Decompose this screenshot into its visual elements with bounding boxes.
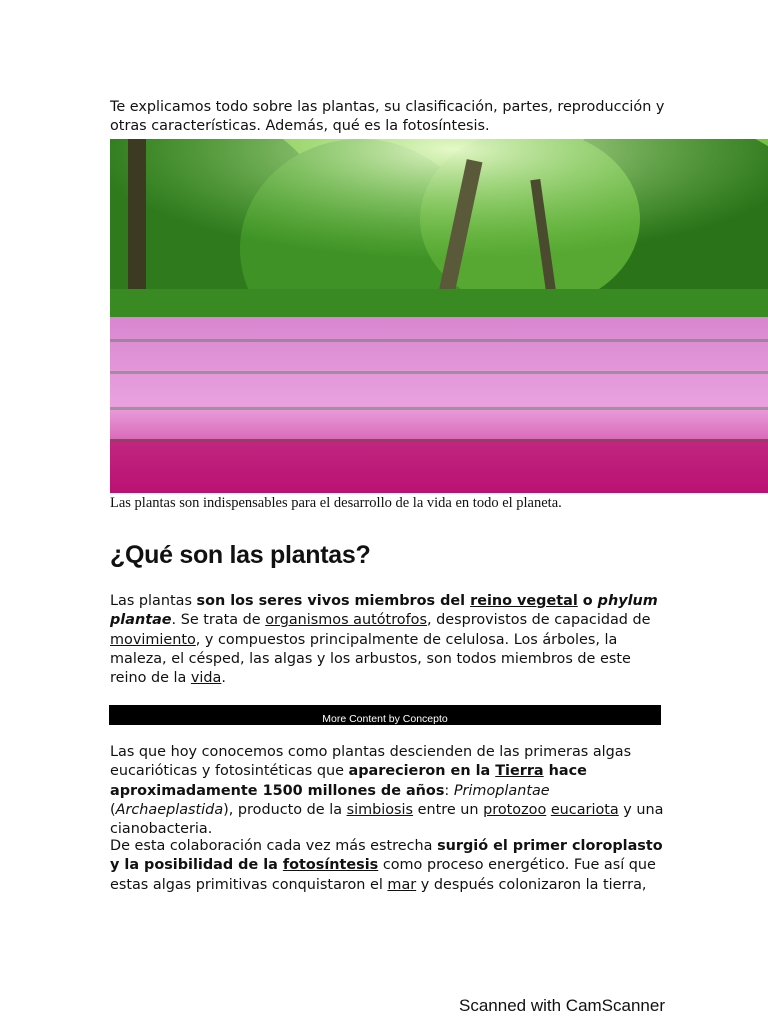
link-eucariota[interactable]: eucariota (550, 801, 619, 818)
bold-text: surgió el primer cloroplasto y la posibilidad de la (110, 838, 663, 874)
text-span: Las plantas (110, 593, 197, 609)
bold-text: hace aproximadamente 1500 millones de años (110, 763, 587, 799)
text-span: y después colonizaron la tierra, (416, 876, 647, 893)
italic-text: Primoplantae (453, 782, 550, 799)
text-span: y una cianobacteria. (110, 801, 664, 838)
image-caption: Las plantas son indispensables para el desarrollo de la vida en todo el planeta. (110, 495, 562, 511)
text-span: , y compuestos principalmente de celulosa. Los árboles, la maleza, el césped, las algas y los arbustos, son todos miembros de este reino de la (110, 631, 631, 687)
link-tierra[interactable]: Tierra (495, 763, 544, 780)
bold-text: aparecieron en la (348, 763, 496, 780)
text-span: ), producto de la (223, 801, 347, 818)
link-simbiosis[interactable]: simbiosis (346, 801, 414, 818)
text-span: , desprovistos de capacidad de (426, 612, 651, 629)
bold-text: son los seres vivos miembros del (196, 593, 471, 609)
link-organismos-autotrofos[interactable]: organismos autótrofos (265, 612, 427, 629)
intro-paragraph: Te explicamos todo sobre las plantas, su clasificación, partes, reproducción y otras características. Además, qué es la fotosíntesis. (110, 99, 665, 135)
text-span: De esta colaboración cada vez más estrecha (110, 838, 438, 854)
text-span: Las que hoy conocemos como plantas descienden de las primeras algas eucarióticas y fotosintéticas que (110, 744, 632, 780)
text-span: ( (110, 801, 116, 818)
text-span: . (221, 670, 226, 687)
link-vida[interactable]: vida (190, 670, 222, 687)
section-heading: ¿Qué son las plantas? (110, 541, 371, 569)
link-movimiento[interactable]: movimiento (110, 631, 196, 648)
text-span: entre un (413, 801, 484, 818)
camscanner-watermark: Scanned with CamScanner (459, 996, 666, 1015)
bold-text: o (577, 593, 598, 609)
link-protozoo[interactable]: protozoo (483, 801, 547, 818)
text-span: como proceso energético. Fue así que estas algas primitivas conquistaron el (110, 857, 656, 893)
tulip-forest-illustration (110, 139, 768, 493)
link-mar[interactable]: mar (387, 876, 417, 893)
bold-italic-text: phylum plantae (110, 593, 658, 629)
link-reino-vegetal[interactable]: reino vegetal (470, 593, 578, 609)
paragraph-definition (110, 592, 666, 688)
text-span: : (444, 782, 454, 799)
link-fotosintesis[interactable]: fotosíntesis (282, 857, 379, 874)
paragraph-origin (110, 743, 666, 839)
italic-text: Archaeplastida (115, 801, 224, 818)
paragraph-chloroplast (110, 837, 666, 895)
text-span: . Se trata de (171, 612, 266, 629)
tulip-forest-photo (110, 139, 768, 493)
more-content-banner[interactable]: More Content by Concepto (109, 705, 661, 725)
